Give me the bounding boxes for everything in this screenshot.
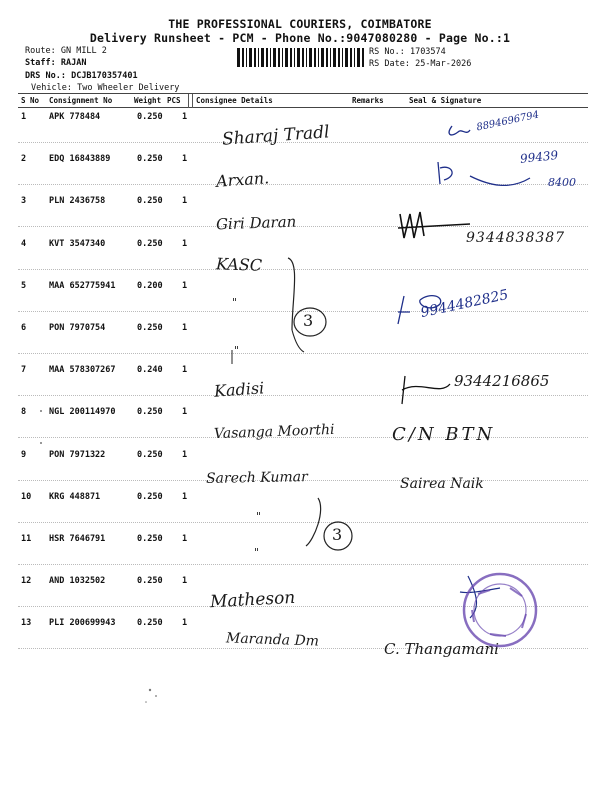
handwritten-consignee-8: Matheson <box>209 587 296 613</box>
row-pcs: 1 <box>182 323 188 333</box>
col-consignee: Consignee Details <box>196 96 273 105</box>
row-pcs: 1 <box>182 534 188 544</box>
row-pcs: 1 <box>182 576 188 586</box>
handwritten-consignee-4: KASC <box>215 254 263 275</box>
handwritten-consignee-3: Giri Daran <box>215 212 297 234</box>
vehicle-value: Two Wheeler Delivery <box>77 83 180 93</box>
row-pcs: 1 <box>182 154 188 164</box>
row-sno: 9 <box>21 450 27 460</box>
company-title: THE PROFESSIONAL COURIERS, COIMBATORE <box>168 17 432 31</box>
col-pcs: PCS <box>167 96 181 105</box>
row-pcs: 1 <box>182 281 188 291</box>
col-sno: S No <box>21 96 40 105</box>
signature-phone-5: 9344216865 <box>454 372 550 390</box>
row-consignment-no: MAA 652775941 <box>49 281 116 291</box>
route-value: GN MILL 2 <box>60 46 107 56</box>
vehicle-label: Vehicle: <box>31 83 72 93</box>
row-consignment-no: APK 778484 <box>49 112 101 122</box>
row-sno: 10 <box>21 492 32 502</box>
row-consignment-no: PLI 200699943 <box>49 618 116 628</box>
drs-value: DCJB170357401 <box>71 71 138 81</box>
rs-date-label: RS Date: <box>369 59 410 69</box>
row-consignment-no: MAA 578307267 <box>49 365 116 375</box>
row-weight: 0.250 <box>137 112 163 122</box>
col-weight: Weight <box>134 96 162 105</box>
rs-no-label: RS No.: <box>369 47 405 57</box>
row-consignment-no: PLN 2436758 <box>49 196 106 206</box>
row-sno: 7 <box>21 365 27 375</box>
row-pcs: 1 <box>182 618 188 628</box>
row-pcs: 1 <box>182 112 188 122</box>
row-sno: 2 <box>21 154 27 164</box>
row-pcs: 1 <box>182 450 188 460</box>
row-weight: 0.250 <box>137 576 163 586</box>
staff-value: RAJAN <box>60 58 87 68</box>
row-weight: 0.250 <box>137 618 163 628</box>
col-remarks: Remarks <box>352 96 384 105</box>
circled-number-1: 3 <box>303 311 314 330</box>
handwritten-consignee-5: Kadisi <box>213 378 265 401</box>
row-pcs: 1 <box>182 492 188 502</box>
row-weight: 0.250 <box>137 534 163 544</box>
signature-remark-cn: C/N BTN <box>392 424 496 445</box>
row-consignment-no: NGL 200114970 <box>49 407 116 417</box>
row-consignment-no: PON 7971322 <box>49 450 106 460</box>
ditto-mark-1: " <box>232 296 238 309</box>
row-weight: 0.250 <box>137 196 163 206</box>
row-sno: 5 <box>21 281 27 291</box>
row-weight: 0.250 <box>137 450 163 460</box>
handwritten-consignee-2: Arxan. <box>215 168 270 191</box>
signature-name-1: Sairea Naik <box>400 476 484 492</box>
rs-date-value: 25-Mar-2026 <box>415 59 472 69</box>
signature-phone-1: 8894696794 <box>475 109 541 134</box>
handwritten-consignee-9: Maranda Dm <box>225 630 320 650</box>
row-sno: 12 <box>21 576 32 586</box>
row-pcs: 1 <box>182 365 188 375</box>
row-sno: 1 <box>21 112 27 122</box>
row-sno: 6 <box>21 323 27 333</box>
row-consignment-no: PON 7970754 <box>49 323 106 333</box>
drs-label: DRS No.: <box>25 71 66 81</box>
signature-name-2: C. Thangamani <box>384 640 499 658</box>
row-consignment-no: AND 1032502 <box>49 576 106 586</box>
row-sno: 8 <box>21 407 27 417</box>
row-weight: 0.250 <box>137 239 163 249</box>
row-consignment-no: KRG 448871 <box>49 492 101 502</box>
col-consignment: Consignment No <box>49 96 113 105</box>
row-pcs: 1 <box>182 407 188 417</box>
row-sno: 3 <box>21 196 27 206</box>
signature-phone-2: 99439 <box>519 148 559 166</box>
row-consignment-no: EDQ 16843889 <box>49 154 111 164</box>
ditto-mark-4: " <box>254 546 260 559</box>
col-seal-signature: Seal & Signature <box>409 96 482 105</box>
signature-phone-2b: 8400 <box>548 176 576 189</box>
row-pcs: 1 <box>182 196 188 206</box>
runsheet-subtitle: Delivery Runsheet - PCM - Phone No.:9047080280 - Page No.:1 <box>89 31 511 45</box>
rs-no-value: 1703574 <box>409 47 446 57</box>
circled-number-2: 3 <box>332 525 343 544</box>
staff-label: Staff: <box>25 58 56 68</box>
ditto-mark-2: " <box>234 344 240 357</box>
row-weight: 0.200 <box>137 281 163 291</box>
route-label: Route: <box>25 46 56 56</box>
row-consignment-no: HSR 7646791 <box>49 534 106 544</box>
row-sno: 13 <box>21 618 32 628</box>
row-weight: 0.250 <box>137 492 163 502</box>
signature-phone-4: 9944482825 <box>419 286 510 322</box>
row-consignment-no: KVT 3547340 <box>49 239 106 249</box>
row-weight: 0.240 <box>137 365 163 375</box>
row-sno: 4 <box>21 239 27 249</box>
handwritten-consignee-1: Sharaj Tradl <box>221 122 331 150</box>
row-sno: 11 <box>21 534 32 544</box>
ditto-mark-3: " <box>256 510 262 523</box>
row-weight: 0.250 <box>137 154 163 164</box>
row-weight: 0.250 <box>137 407 163 417</box>
row-pcs: 1 <box>182 239 188 249</box>
handwritten-consignee-7: Sarech Kumar <box>205 469 308 487</box>
row-weight: 0.250 <box>137 323 163 333</box>
handwritten-consignee-6: Vasanga Moorthi <box>213 421 335 443</box>
signature-phone-3: 9344838387 <box>466 230 566 246</box>
